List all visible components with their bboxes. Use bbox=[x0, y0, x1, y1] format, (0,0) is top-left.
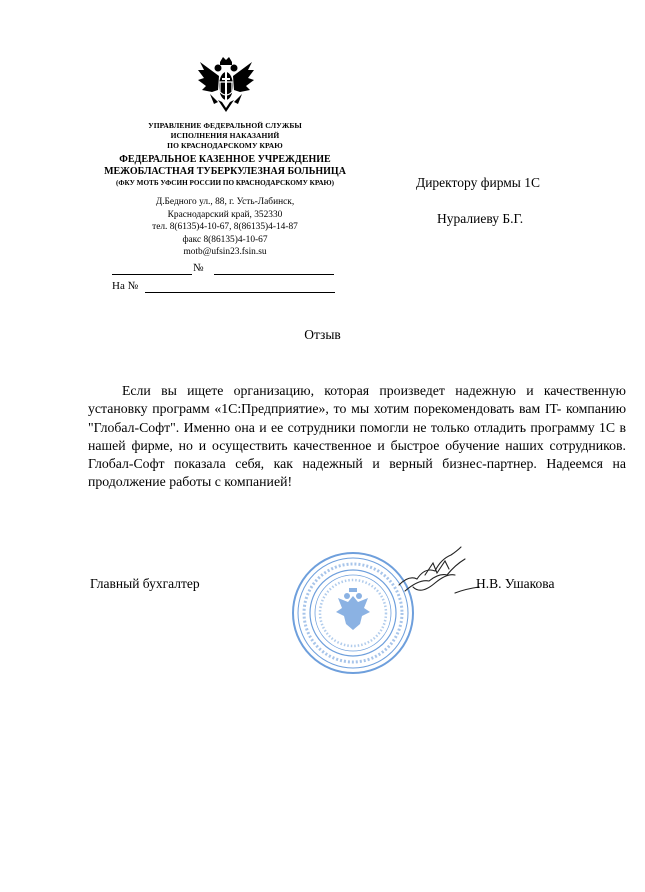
org-line: ИСПОЛНЕНИЯ НАКАЗАНИЙ bbox=[170, 131, 280, 140]
signer-position: Главный бухгалтер bbox=[90, 576, 200, 591]
address-line: Краснодарский край, 352330 bbox=[167, 209, 283, 220]
address-block bbox=[100, 196, 350, 259]
org-line: ПО КРАСНОДАРСКОМУ КРАЮ bbox=[167, 141, 283, 150]
reg-ref-line bbox=[145, 292, 335, 293]
signature-icon bbox=[395, 545, 485, 605]
institution-abbrev: (ФКУ МОТБ УФСИН РОССИИ ПО КРАСНОДАРСКОМУ КРАЮ) bbox=[115, 179, 335, 187]
institution-line: ФЕДЕРАЛЬНОЕ КАЗЕННОЕ УЧРЕЖДЕНИЕ bbox=[119, 154, 331, 165]
institution-line: МЕЖОБЛАСТНАЯ ТУБЕРКУЛЕЗНАЯ БОЛЬНИЦА bbox=[104, 166, 346, 177]
reg-number-line bbox=[214, 274, 334, 275]
institution-header bbox=[80, 154, 370, 188]
fax-line: факс 8(86135)4-10-67 bbox=[182, 234, 268, 245]
letter-title: Отзыв bbox=[304, 327, 341, 342]
addressee-name: Нуралиеву Б.Г. bbox=[437, 211, 524, 226]
letter-body: Если вы ищете организацию, которая произведет надежную и качественную установку программ «1С:Предприятие», то мы хотим порекомендовать вам IT- компанию "Глобал-Софт". Именно она и ее сотрудники помогли не только отладить программу 1С в нашей фирме, но и осуществить качественное и быстрое обучение наших сотрудников. Глобал-Софт показала себя, как надежный и верный бизнес-партнер. Надеемся на продолжение работы с компанией! bbox=[88, 383, 626, 490]
reg-date-line bbox=[112, 274, 192, 275]
org-header bbox=[100, 121, 350, 151]
signer-name: Н.В. Ушакова bbox=[476, 576, 555, 591]
emblem-icon bbox=[196, 56, 256, 118]
email-line: motb@ufsin23.fsin.su bbox=[183, 247, 267, 258]
phone-line: тел. 8(6135)4-10-67, 8(86135)4-14-87 bbox=[152, 222, 298, 233]
reg-number-label: № bbox=[193, 262, 204, 274]
address-line: Д.Бедного ул., 88, г. Усть-Лабинск, bbox=[155, 197, 295, 207]
reg-ref-label: На № bbox=[112, 280, 139, 292]
addressee-title: Директору фирмы 1С bbox=[416, 175, 540, 190]
org-line: УПРАВЛЕНИЕ ФЕДЕРАЛЬНОЙ СЛУЖБЫ bbox=[148, 121, 302, 130]
